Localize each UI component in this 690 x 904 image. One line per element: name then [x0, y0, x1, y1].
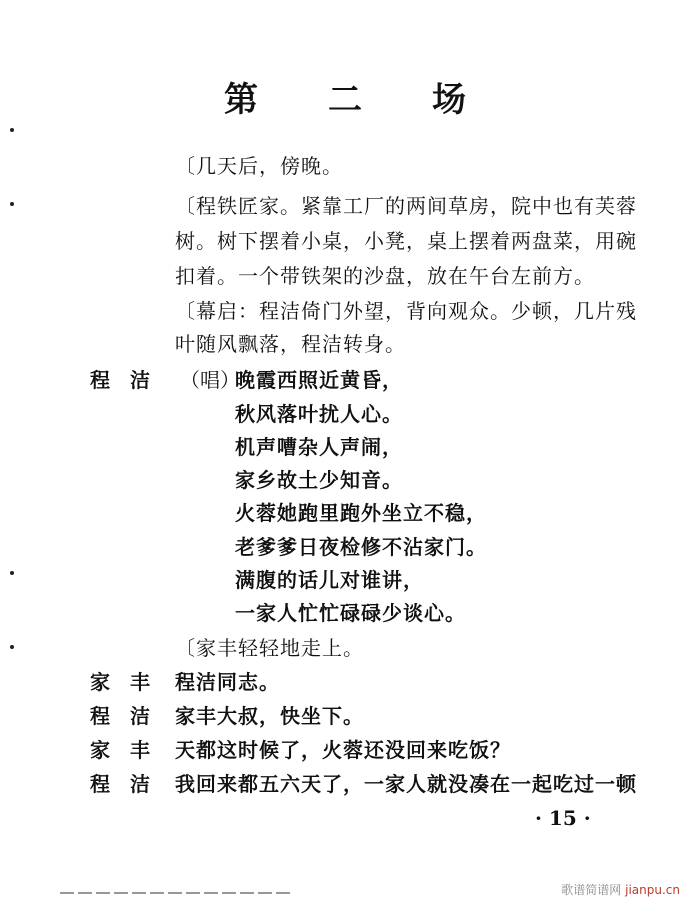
stage-direction-line: 扣着。一个带铁架的沙盘，放在午台左前方。 — [175, 264, 595, 288]
dialogue-text: 我回来都五六天了，一家人就没凑在一起吃过一顿 — [175, 772, 637, 796]
watermark-site: 歌谱简谱网 — [561, 883, 622, 897]
dialogue-text: 程洁同志。 — [175, 670, 280, 694]
verse-line: 家乡故土少知音。 — [235, 468, 403, 492]
dialogue-speaker: 程洁 — [90, 772, 170, 796]
page-number: · 15 · — [535, 806, 591, 830]
stage-direction-line: 叶随风飘落，程洁转身。 — [175, 332, 406, 356]
stage-direction-line: 〔幕启：程洁倚门外望，背向观众。少顿，几片残 — [175, 299, 637, 323]
stage-direction-line: 〔几天后，傍晚。 — [175, 154, 343, 178]
scene-title: 第二场 — [224, 80, 536, 120]
dialogue-speaker: 家丰 — [90, 670, 170, 694]
verse-line: 机声嘈杂人声闹， — [235, 435, 403, 459]
watermark-url: jianpu.cn — [625, 883, 680, 897]
sing-cue: （唱） — [180, 368, 240, 392]
verse-line: 秋风落叶扰人心。 — [235, 402, 403, 426]
verse-line: 火蓉她跑里跑外坐立不稳， — [235, 501, 487, 525]
margin-dot — [10, 645, 14, 649]
dialogue-speaker: 家丰 — [90, 738, 170, 762]
margin-dot — [10, 128, 14, 132]
scan-artifact — [60, 892, 290, 894]
stage-direction-line: 〔程铁匠家。紧靠工厂的两间草房，院中也有芙蓉 — [175, 194, 637, 218]
margin-dot — [10, 202, 14, 206]
stage-direction-line: 〔家丰轻轻地走上。 — [175, 636, 364, 660]
dialogue-text: 天都这时候了，火蓉还没回来吃饭？ — [175, 738, 511, 762]
dialogue-speaker: 程洁 — [90, 704, 170, 728]
dialogue-text: 家丰大叔，快坐下。 — [175, 704, 364, 728]
stage-direction-line: 树。树下摆着小桌，小凳，桌上摆着两盘菜，用碗 — [175, 229, 637, 253]
watermark — [561, 881, 680, 898]
verse-line: 一家人忙忙碌碌少谈心。 — [235, 601, 466, 625]
song-speaker: 程洁 — [90, 368, 170, 392]
margin-dot — [10, 571, 14, 575]
verse-line: 晚霞西照近黄昏， — [235, 368, 403, 392]
verse-line: 满腹的话儿对谁讲， — [235, 568, 424, 592]
verse-line: 老爹爹日夜检修不沾家门。 — [235, 535, 487, 559]
